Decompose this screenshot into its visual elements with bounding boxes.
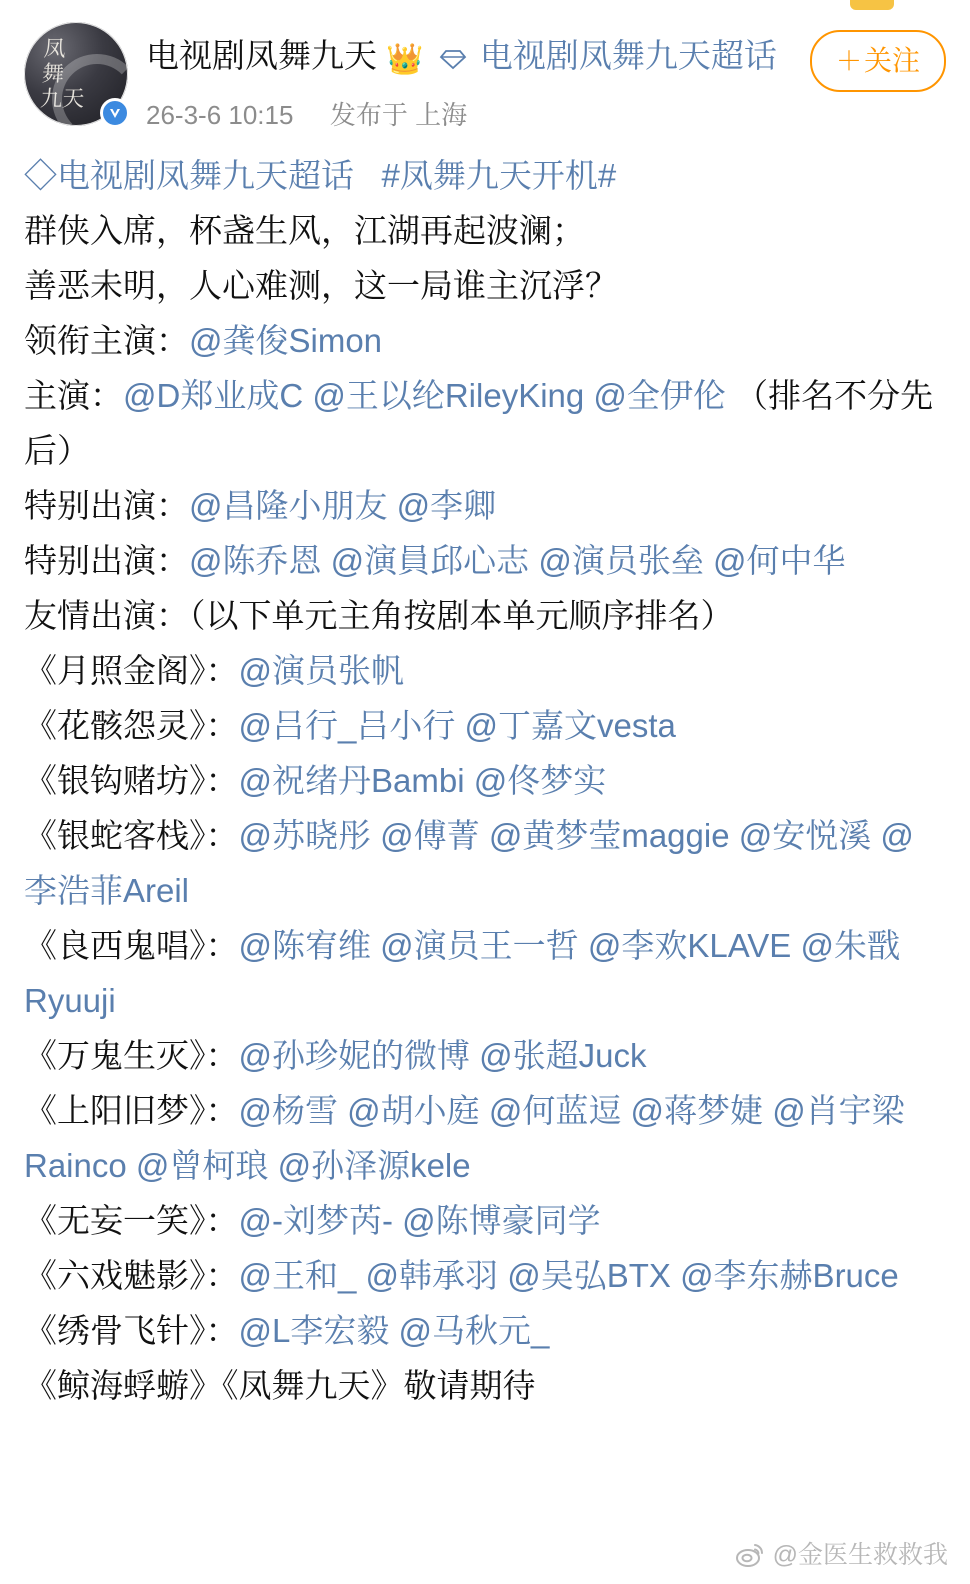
credit-suffix: （排名不分先后） [24,377,934,469]
mention-link[interactable]: @张超Juck [479,1037,647,1074]
mention-link[interactable]: @何中华 [713,542,846,579]
mention-link[interactable]: @蒋梦婕 [630,1092,764,1129]
credit-label: 主演： [24,377,123,414]
closing-line: 《鲸海蜉蝣》《凤舞九天》敬请期待 [24,1367,536,1404]
credit-line [24,808,946,918]
mention-link[interactable]: @黄梦莹maggie [488,817,730,854]
credit-label: 《良西鬼唱》： [24,927,239,964]
mention-link[interactable]: @-刘梦芮- [238,1202,393,1239]
mention-link[interactable]: @李浩菲Areil [24,817,914,909]
credit-line [24,588,946,643]
mention-link[interactable]: @演員邱心志 [330,542,530,579]
avatar-calligraphy: 凤 舞 九天 [39,36,86,111]
credit-label: 特别出演： [24,487,189,524]
mention-link[interactable]: @演员王一哲 [380,927,579,964]
mention-link[interactable]: @祝绪丹Bambi [238,762,465,799]
mention-link[interactable]: @全伊伦 [593,377,726,414]
mention-link[interactable]: @苏晓彤 [238,817,371,854]
credit-line [24,533,946,588]
mention-link[interactable]: @D郑业成C [123,377,304,414]
credit-line [24,753,946,808]
mention-link[interactable]: @傅菁 [380,817,480,854]
credit-line [24,478,946,533]
credit-line [24,1028,946,1083]
mention-link[interactable]: @王以纶RileyKing [312,377,585,414]
follow-button[interactable] [810,30,946,92]
mention-link[interactable]: @演员张帆 [238,652,404,689]
credit-label: 《无妄一笑》： [24,1202,239,1239]
credit-line [24,368,946,478]
avatar[interactable] [24,22,128,126]
mention-link[interactable]: @韩承羽 [365,1257,499,1294]
post-source: 发布于 上海 [329,100,468,130]
mention-link[interactable]: @陈宥维 [238,927,371,964]
mention-link[interactable]: @龚俊Simon [189,322,383,359]
credit-label: 《六戏魅影》： [24,1257,239,1294]
credit-label: 《银钩赌坊》： [24,762,239,799]
mention-link[interactable]: @曾柯琅 [135,1147,269,1184]
credit-line [24,698,946,753]
mention-link[interactable]: @吕行_吕小行 [238,707,456,744]
follow-button-label: 关注 [863,45,920,76]
credit-line [24,313,946,368]
credit-line [24,643,946,698]
weibo-verified-icon [100,98,130,128]
content-line: 群侠入席，杯盏生风，江湖再起波澜； [24,212,585,249]
mention-link[interactable]: @昌隆小朋友 [189,487,388,524]
mention-link[interactable]: @李东赫Bruce [680,1257,899,1294]
credit-label: 《绣骨飞针》： [24,1312,239,1349]
supertopic-content-link[interactable]: ◇电视剧凤舞九天超话 [24,157,354,194]
credit-label: 《上阳旧梦》： [24,1092,239,1129]
mention-link[interactable]: @王和_ [238,1257,357,1294]
mention-link[interactable]: @李卿 [396,487,497,524]
watermark-text: @金医生救救我 [772,1541,948,1569]
credit-line [24,1193,946,1248]
watermark [735,1540,948,1570]
account-name[interactable]: 电视剧凤舞九天 [146,37,377,74]
credit-label: 友情出演： [24,597,189,634]
plus-icon: ＋ [835,46,862,76]
credit-label: 《花骸怨灵》： [24,707,239,744]
crown-icon: 👑 [386,43,424,76]
diamond-icon [439,31,467,87]
mention-link[interactable]: @孙泽源kele [277,1147,471,1184]
hashtag-link[interactable]: #凤舞九天开机# [381,157,617,194]
post-content [0,132,970,1413]
mention-link[interactable]: @佟梦实 [473,762,607,799]
credit-label: 特别出演： [24,542,189,579]
mention-link[interactable]: @孙珍妮的微博 [238,1037,470,1074]
post-header [0,0,970,132]
mention-link[interactable]: @L李宏毅 [238,1312,390,1349]
credit-label: 《月照金阁》： [24,652,239,689]
credit-line [24,1303,946,1358]
mention-link[interactable]: @朱戬Ryuuji [24,927,900,1019]
mention-link[interactable]: @杨雪 [238,1092,338,1129]
mention-link[interactable]: @肖宇梁Rainco [24,1092,905,1184]
mention-link[interactable]: @陈博豪同学 [402,1202,601,1239]
content-line: 善恶未明，人心难测，这一局谁主沉浮？ [24,267,618,304]
post-timestamp: 26-3-6 10:15 [146,100,294,130]
credit-label: 《万鬼生灭》： [24,1037,239,1074]
mention-link[interactable]: @丁嘉文vesta [464,707,676,744]
weibo-logo-icon [735,1540,765,1570]
mention-link[interactable]: @李欢KLAVE [587,927,792,964]
mention-link[interactable]: @何蓝逗 [488,1092,622,1129]
mention-link[interactable]: @陈乔恩 [189,542,322,579]
credit-line [24,918,946,1028]
credit-suffix: （以下单元主角按剧本单元顺序排名） [189,597,734,634]
mention-link[interactable]: @吴弘BTX [507,1257,671,1294]
credit-label: 领衔主演： [24,322,189,359]
mention-link[interactable]: @安悦溪 [738,817,872,854]
credit-line [24,1083,946,1193]
mention-link[interactable]: @演员张垒 [538,542,704,579]
credits-block [24,313,946,1358]
credit-line [24,1248,946,1303]
mention-link[interactable]: @胡小庭 [347,1092,480,1129]
credit-label: 《银蛇客栈》： [24,817,239,854]
supertopic-link[interactable]: 电视剧凤舞九天超话 [479,37,777,74]
post-meta [146,98,946,132]
mention-link[interactable]: @马秋元_ [398,1312,550,1349]
